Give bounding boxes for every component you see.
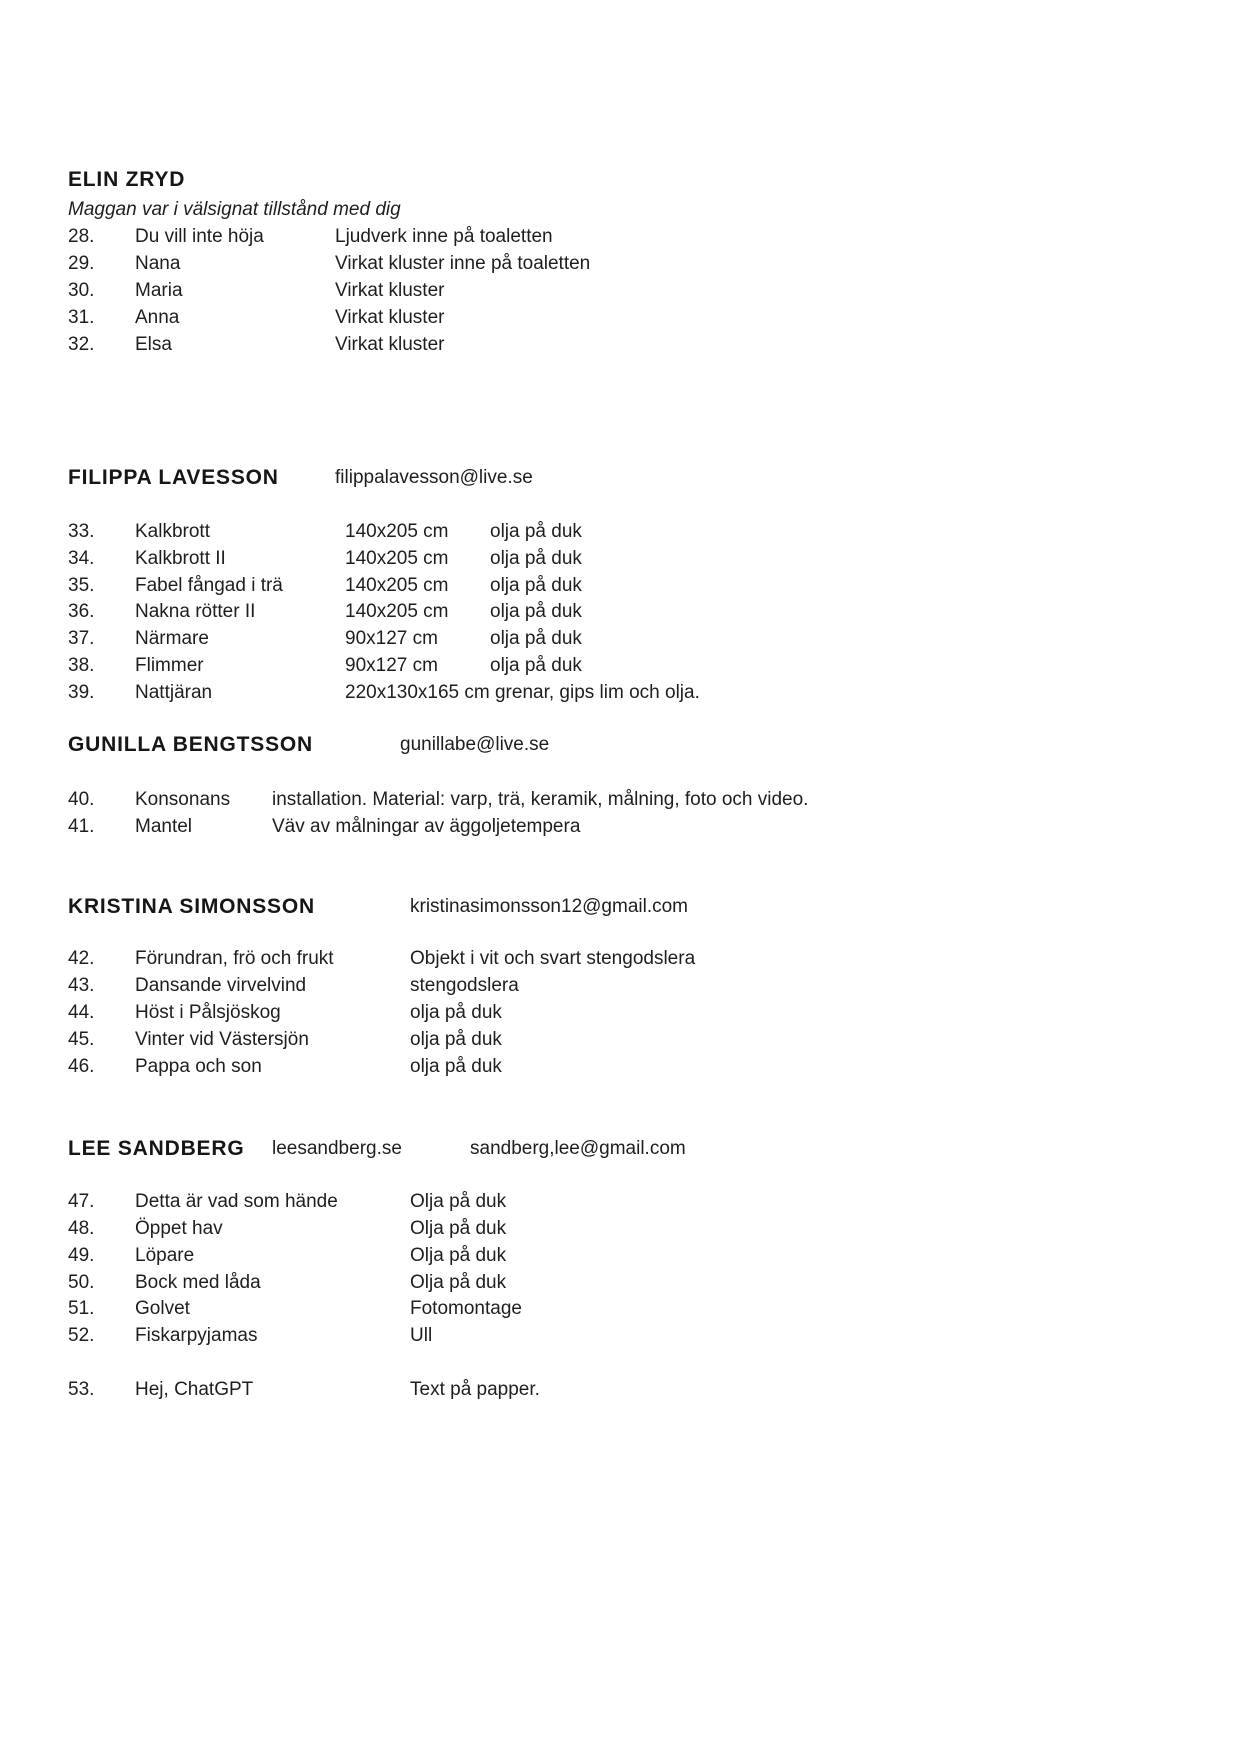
item-size: 90x127 cm bbox=[345, 655, 438, 676]
item-number: 50. bbox=[68, 1272, 95, 1293]
item-number: 39. bbox=[68, 682, 95, 703]
item-description: olja på duk bbox=[410, 1029, 502, 1050]
item-title: Öppet hav bbox=[135, 1218, 223, 1239]
item-description: Olja på duk bbox=[410, 1272, 507, 1293]
artist-name: FILIPPA LAVESSON bbox=[68, 466, 279, 489]
item-number: 52. bbox=[68, 1325, 95, 1346]
item-technique: olja på duk bbox=[490, 575, 582, 596]
item-description: Ljudverk inne på toaletten bbox=[335, 226, 553, 247]
catalog-item-row bbox=[0, 974, 1241, 1000]
item-size: 140x205 cm bbox=[345, 575, 449, 596]
item-title: Fiskarpyjamas bbox=[135, 1325, 258, 1346]
catalog-item-row bbox=[0, 520, 1241, 546]
catalog-item-row bbox=[0, 815, 1241, 841]
item-title: Hej, ChatGPT bbox=[135, 1379, 254, 1400]
item-number: 46. bbox=[68, 1056, 95, 1077]
item-technique: olja på duk bbox=[490, 521, 582, 542]
item-size: 90x127 cm bbox=[345, 628, 438, 649]
item-description: Virkat kluster inne på toaletten bbox=[335, 253, 591, 274]
item-number: 48. bbox=[68, 1218, 95, 1239]
catalog-item-row bbox=[0, 1055, 1241, 1081]
item-title: Nattjäran bbox=[135, 682, 213, 703]
catalog-item-row bbox=[0, 947, 1241, 973]
item-size: 140x205 cm bbox=[345, 601, 449, 622]
item-technique: olja på duk bbox=[490, 601, 582, 622]
catalog-item-row bbox=[0, 681, 1241, 707]
item-title: Nakna rötter II bbox=[135, 601, 256, 622]
item-description: olja på duk bbox=[410, 1056, 502, 1077]
item-technique: olja på duk bbox=[490, 628, 582, 649]
item-number: 49. bbox=[68, 1245, 95, 1266]
item-title: Elsa bbox=[135, 334, 172, 355]
catalog-item-row bbox=[0, 1271, 1241, 1297]
item-description: Fotomontage bbox=[410, 1298, 522, 1319]
item-title: Anna bbox=[135, 307, 180, 328]
item-title: Detta är vad som hände bbox=[135, 1191, 338, 1212]
catalog-item-row bbox=[0, 600, 1241, 626]
item-number: 51. bbox=[68, 1298, 95, 1319]
item-description: Väv av målningar av äggoljetempera bbox=[272, 816, 581, 837]
catalog-item-row bbox=[0, 1378, 1241, 1404]
section-heading-row bbox=[0, 733, 1241, 759]
catalog-item-row bbox=[0, 1324, 1241, 1350]
catalog-item-row bbox=[0, 1297, 1241, 1323]
item-title: Konsonans bbox=[135, 789, 231, 810]
item-title: Höst i Pålsjöskog bbox=[135, 1002, 281, 1023]
item-number: 37. bbox=[68, 628, 95, 649]
item-description: stengodslera bbox=[410, 975, 519, 996]
artist-name: KRISTINA SIMONSSON bbox=[68, 895, 315, 918]
item-number: 34. bbox=[68, 548, 95, 569]
artist-email: gunillabe@live.se bbox=[400, 734, 550, 755]
catalog-item-row bbox=[0, 1001, 1241, 1027]
item-title: Kalkbrott bbox=[135, 521, 210, 542]
work-series-subtitle: Maggan var i välsignat tillstånd med dig bbox=[68, 199, 401, 220]
catalog-item-row bbox=[0, 225, 1241, 251]
section-subtitle-row bbox=[0, 198, 1241, 224]
item-description: Virkat kluster bbox=[335, 334, 445, 355]
item-number: 28. bbox=[68, 226, 95, 247]
item-size: 140x205 cm bbox=[345, 521, 449, 542]
item-number: 45. bbox=[68, 1029, 95, 1050]
section-heading-row bbox=[0, 168, 1241, 194]
catalog-item-row bbox=[0, 654, 1241, 680]
item-number: 33. bbox=[68, 521, 95, 542]
item-description: 220x130x165 cm grenar, gips lim och olja. bbox=[345, 682, 700, 703]
item-number: 29. bbox=[68, 253, 95, 274]
item-description: Olja på duk bbox=[410, 1245, 507, 1266]
item-title: Löpare bbox=[135, 1245, 195, 1266]
catalog-item-row bbox=[0, 1217, 1241, 1243]
item-title: Flimmer bbox=[135, 655, 204, 676]
item-description: Objekt i vit och svart stengodslera bbox=[410, 948, 696, 969]
artist-email: sandberg,lee@gmail.com bbox=[470, 1138, 686, 1159]
artist-email: filippalavesson@live.se bbox=[335, 467, 533, 488]
item-number: 47. bbox=[68, 1191, 95, 1212]
item-technique: olja på duk bbox=[490, 655, 582, 676]
catalog-item-row bbox=[0, 252, 1241, 278]
section-heading-row bbox=[0, 895, 1241, 921]
item-title: Nana bbox=[135, 253, 181, 274]
item-title: Pappa och son bbox=[135, 1056, 262, 1077]
catalog-item-row bbox=[0, 1028, 1241, 1054]
catalog-item-row bbox=[0, 333, 1241, 359]
item-title: Golvet bbox=[135, 1298, 190, 1319]
item-title: Du vill inte höja bbox=[135, 226, 264, 247]
catalog-item-row bbox=[0, 279, 1241, 305]
item-description: Virkat kluster bbox=[335, 307, 445, 328]
item-title: Maria bbox=[135, 280, 183, 301]
catalog-item-row bbox=[0, 1190, 1241, 1216]
item-description: Olja på duk bbox=[410, 1218, 507, 1239]
item-number: 30. bbox=[68, 280, 95, 301]
item-title: Kalkbrott II bbox=[135, 548, 226, 569]
item-description: olja på duk bbox=[410, 1002, 502, 1023]
item-title: Fabel fångad i trä bbox=[135, 575, 283, 596]
item-number: 31. bbox=[68, 307, 95, 328]
item-technique: olja på duk bbox=[490, 548, 582, 569]
item-number: 43. bbox=[68, 975, 95, 996]
item-number: 53. bbox=[68, 1379, 95, 1400]
item-title: Närmare bbox=[135, 628, 209, 649]
item-description: Olja på duk bbox=[410, 1191, 507, 1212]
item-description: Text på papper. bbox=[410, 1379, 540, 1400]
item-size: 140x205 cm bbox=[345, 548, 449, 569]
item-number: 36. bbox=[68, 601, 95, 622]
section-heading-row bbox=[0, 466, 1241, 492]
catalog-item-row bbox=[0, 1244, 1241, 1270]
item-title: Bock med låda bbox=[135, 1272, 261, 1293]
catalog-item-row bbox=[0, 547, 1241, 573]
item-description: installation. Material: varp, trä, keramik, målning, foto och video. bbox=[272, 789, 809, 810]
item-number: 32. bbox=[68, 334, 95, 355]
catalog-item-row bbox=[0, 574, 1241, 600]
item-description: Ull bbox=[410, 1325, 433, 1346]
item-description: Virkat kluster bbox=[335, 280, 445, 301]
catalog-item-row bbox=[0, 788, 1241, 814]
item-title: Mantel bbox=[135, 816, 193, 837]
item-title: Dansande virvelvind bbox=[135, 975, 307, 996]
artist-name: ELIN ZRYD bbox=[68, 168, 186, 191]
item-number: 42. bbox=[68, 948, 95, 969]
item-title: Förundran, frö och frukt bbox=[135, 948, 334, 969]
item-number: 38. bbox=[68, 655, 95, 676]
artist-name: GUNILLA BENGTSSON bbox=[68, 733, 313, 756]
artist-website: leesandberg.se bbox=[272, 1138, 402, 1159]
section-heading-row bbox=[0, 1137, 1241, 1163]
item-number: 35. bbox=[68, 575, 95, 596]
artist-email: kristinasimonsson12@gmail.com bbox=[410, 896, 688, 917]
item-number: 40. bbox=[68, 789, 95, 810]
item-number: 44. bbox=[68, 1002, 95, 1023]
artist-name: LEE SANDBERG bbox=[68, 1137, 245, 1160]
catalog-item-row bbox=[0, 306, 1241, 332]
item-title: Vinter vid Västersjön bbox=[135, 1029, 309, 1050]
item-number: 41. bbox=[68, 816, 95, 837]
catalog-item-row bbox=[0, 627, 1241, 653]
